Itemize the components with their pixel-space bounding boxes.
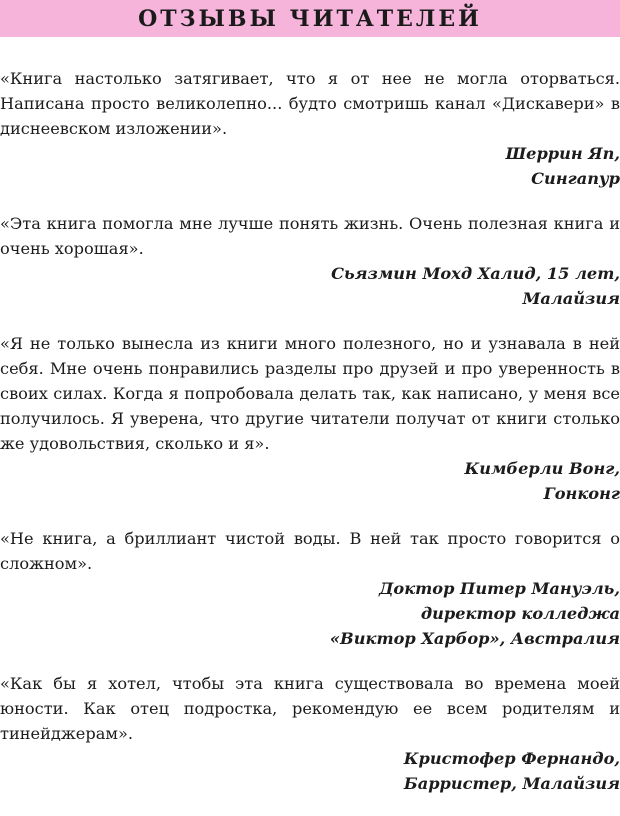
- review-author: [0, 141, 620, 191]
- author-line: Сьязмин Мохд Халид, 15 лет,: [331, 264, 620, 283]
- author-line: Шеррин Яп,: [505, 144, 620, 163]
- review-item: [0, 66, 620, 191]
- review-item: [0, 211, 620, 311]
- reviews-list: [0, 66, 620, 816]
- author-line: Барристер, Малайзия: [403, 774, 620, 793]
- author-line: Гонконг: [543, 484, 620, 503]
- page-title: ОТЗЫВЫ ЧИТАТЕЛЕЙ: [138, 6, 482, 32]
- review-text: «Я не только вынесла из книги много полезного, но и узнавала в ней себя. Мне очень понравились разделы про друзей и про уверенность в своих силах. Когда я попробовала делать так, как написано, у меня все получилось. Я уверена, что другие читатели получат от книги столько же удовольствия, сколько и я».: [0, 334, 620, 453]
- author-line: Сингапур: [531, 169, 620, 188]
- review-text: «Эта книга помогла мне лучше понять жизнь. Очень полезная книга и очень хорошая».: [0, 214, 620, 258]
- author-line: Кристофер Фернандо,: [403, 749, 620, 768]
- author-line: Кимберли Вонг,: [464, 459, 620, 478]
- review-author: [0, 746, 620, 796]
- review-item: [0, 331, 620, 506]
- review-author: [0, 456, 620, 506]
- review-text: «Не книга, а бриллиант чистой воды. В ней так просто говорится о сложном».: [0, 529, 620, 573]
- author-line: директор колледжа: [420, 604, 620, 623]
- author-line: Малайзия: [522, 289, 620, 308]
- review-item: [0, 526, 620, 651]
- author-line: «Виктор Харбор», Австралия: [329, 629, 620, 648]
- author-line: Доктор Питер Мануэль,: [379, 579, 620, 598]
- review-author: [0, 261, 620, 311]
- review-text: «Как бы я хотел, чтобы эта книга существовала во времена моей юности. Как отец подростка, рекомендую ее всем родителям и тинейджерам».: [0, 674, 620, 743]
- review-author: [0, 576, 620, 651]
- review-text: «Книга настолько затягивает, что я от нее не могла оторваться. Написана просто великолепно... будто смотришь канал «Дискавери» в диснеевском изложении».: [0, 69, 620, 138]
- review-item: [0, 671, 620, 796]
